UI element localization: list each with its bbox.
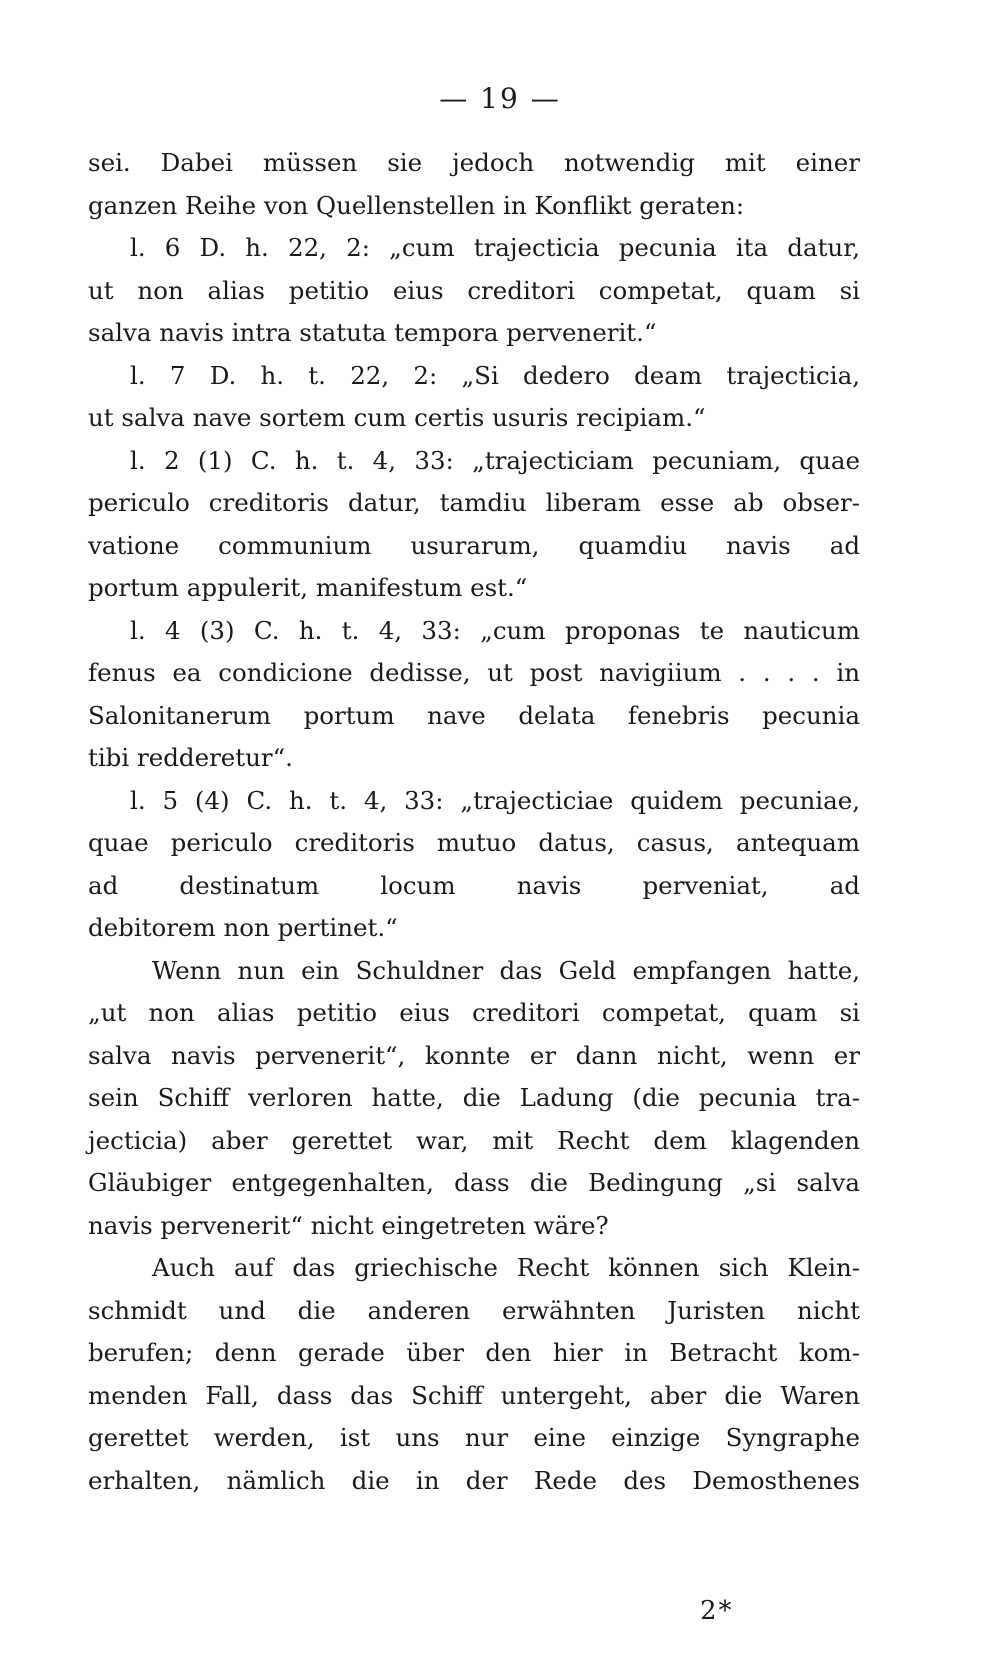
text-line: l. 6 D. h. 22, 2: „cum trajecticia pecunia ita datur, — [130, 233, 860, 262]
text-line: tibi redderetur“. — [88, 743, 293, 772]
text-line: berufen; denn gerade über den hier in Betracht kom- — [88, 1338, 860, 1367]
page-number: — 19 — — [439, 82, 561, 115]
text-line: portum appulerit, manifestum est.“ — [88, 573, 528, 602]
text-line: Auch auf das griechische Recht können sich Klein- — [152, 1253, 860, 1282]
text-line: schmidt und die anderen erwähnten Juristen nicht — [88, 1295, 860, 1325]
text-line: ut salva nave sortem cum certis usuris recipiam.“ — [88, 403, 706, 432]
signature-mark: 2* — [700, 1596, 734, 1626]
text-line: erhalten, nämlich die in der Rede des Demosthenes — [88, 1465, 860, 1495]
text-line: sei. Dabei müssen sie jedoch notwendig mit einer — [88, 148, 860, 177]
text-line: jecticia) aber gerettet war, mit Recht dem klagenden — [88, 1125, 860, 1155]
text-line: periculo creditoris datur, tamdiu liberam esse ab obser- — [88, 488, 860, 517]
text-line: salva navis intra statuta tempora pervenerit.“ — [88, 318, 657, 347]
text-line: salva navis pervenerit“, konnte er dann nicht, wenn er — [88, 1040, 860, 1070]
text-line: Gläubiger entgegenhalten, dass die Bedingung „si salva — [88, 1168, 860, 1197]
text-line: fenus ea condicione dedisse, ut post navigiium . . . . in — [88, 658, 860, 687]
text-line: debitorem non pertinet.“ — [88, 913, 398, 942]
text-line: Wenn nun ein Schuldner das Geld empfangen hatte, — [152, 955, 860, 985]
text-line: l. 4 (3) C. h. t. 4, 33: „cum proponas te nauticum — [130, 615, 860, 645]
text-line: navis pervenerit“ nicht eingetreten wäre? — [88, 1210, 609, 1240]
text-line: l. 7 D. h. t. 22, 2: „Si dedero deam trajecticia, — [130, 360, 860, 390]
text-line: vatione communium usurarum, quamdiu navis ad — [88, 530, 860, 560]
text-line: sein Schiff verloren hatte, die Ladung (die pecunia tra- — [88, 1083, 860, 1112]
text-line: ad destinatum locum navis perveniat, ad — [88, 870, 860, 900]
body-text — [88, 142, 860, 1502]
text-line: gerettet werden, ist uns nur eine einzige Syngraphe — [88, 1423, 860, 1452]
text-line: „ut non alias petitio eius creditori competat, quam si — [88, 998, 860, 1027]
text-line: ut non alias petitio eius creditori competat, quam si — [88, 275, 860, 305]
text-line: ganzen Reihe von Quellenstellen in Konflikt geraten: — [88, 190, 745, 220]
text-line: Salonitanerum portum nave delata fenebris pecunia — [88, 700, 860, 730]
text-line: menden Fall, dass das Schiff untergeht, aber die Waren — [88, 1380, 860, 1410]
text-line: l. 5 (4) C. h. t. 4, 33: „trajecticiae quidem pecuniae, — [130, 785, 860, 815]
text-line: quae periculo creditoris mutuo datus, casus, antequam — [88, 828, 860, 857]
text-line: l. 2 (1) C. h. t. 4, 33: „trajecticiam pecuniam, quae — [130, 445, 860, 475]
